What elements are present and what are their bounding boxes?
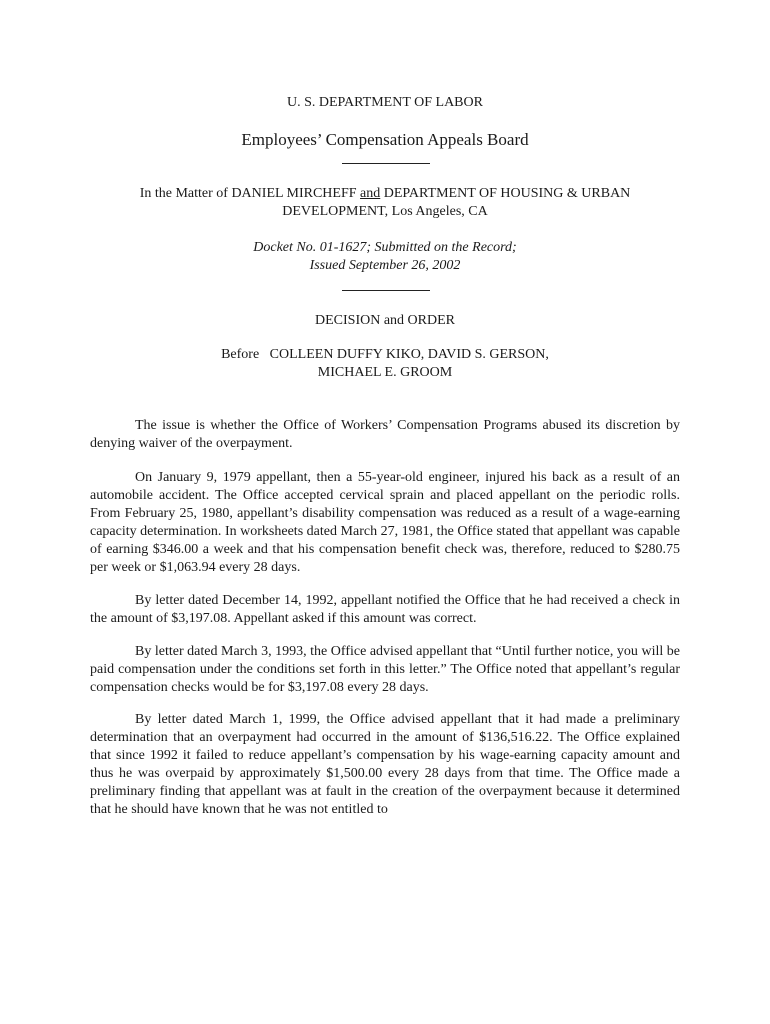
- case-caption: [0, 185, 770, 221]
- divider-rule: [342, 163, 430, 164]
- docket-line-2: Issued September 26, 2002: [309, 258, 461, 273]
- divider-rule: [342, 290, 430, 291]
- docket-line-1: Docket No. 01-1627; Submitted on the Record;: [253, 240, 517, 255]
- caption-and: and: [360, 186, 381, 201]
- caption-line-1: [0, 185, 770, 203]
- docket-info: [0, 239, 770, 275]
- panel-line-2: MICHAEL E. GROOM: [317, 365, 453, 380]
- body-paragraph: By letter dated December 14, 1992, appellant notified the Office that he had received a check in the amount of $3,197.08. Appellant asked if this amount was correct.: [90, 593, 680, 626]
- caption-prefix: In the Matter of DANIEL MIRCHEFF: [139, 186, 361, 201]
- body-paragraph: By letter dated March 1, 1999, the Office advised appellant that it had made a preliminary determination that an overpayment had occurred in the amount of $136,516.22. The Office explained that since 1992 it failed to reduce appellant’s compensation by his wage-earning capacity amount and thus he was overpaid by approximately $1,500.00 every 28 days from that time. The Office made a preliminary finding that appellant was at fault in the creation of the overpayment because it determined that he should have known that he was not entitled to: [90, 712, 680, 817]
- decision-title: DECISION and ORDER: [315, 313, 455, 328]
- body-paragraph: By letter dated March 3, 1993, the Office advised appellant that “Until further notice, you will be paid compensation under the conditions set forth in this letter.” The Office noted that appellant’s regular compensation checks would be for $3,197.08 every 28 days.: [90, 644, 680, 695]
- panel-line-1: Before COLLEEN DUFFY KIKO, DAVID S. GERSON,: [221, 347, 549, 362]
- agency-heading: U. S. DEPARTMENT OF LABOR: [287, 95, 483, 110]
- body-paragraph: On January 9, 1979 appellant, then a 55-year-old engineer, injured his back as a result of an automobile accident. The Office accepted cervical sprain and placed appellant on the periodic rolls. From February 25, 1980, appellant’s disability compensation was reduced as a result of a wage-earning capacity determination. In worksheets dated March 27, 1981, the Office stated that appellant was capable of earning $346.00 a week and that his compensation benefit check was, therefore, reduced to $280.75 per week or $1,063.94 every 28 days.: [90, 470, 680, 575]
- body-paragraph: The issue is whether the Office of Workers’ Compensation Programs abused its discretion by denying waiver of the overpayment.: [90, 418, 680, 451]
- board-title: Employees’ Compensation Appeals Board: [241, 130, 529, 149]
- panel-members: [0, 346, 770, 382]
- caption-suffix: DEPARTMENT OF HOUSING & URBAN: [380, 186, 631, 201]
- caption-line-2: DEVELOPMENT, Los Angeles, CA: [282, 204, 488, 219]
